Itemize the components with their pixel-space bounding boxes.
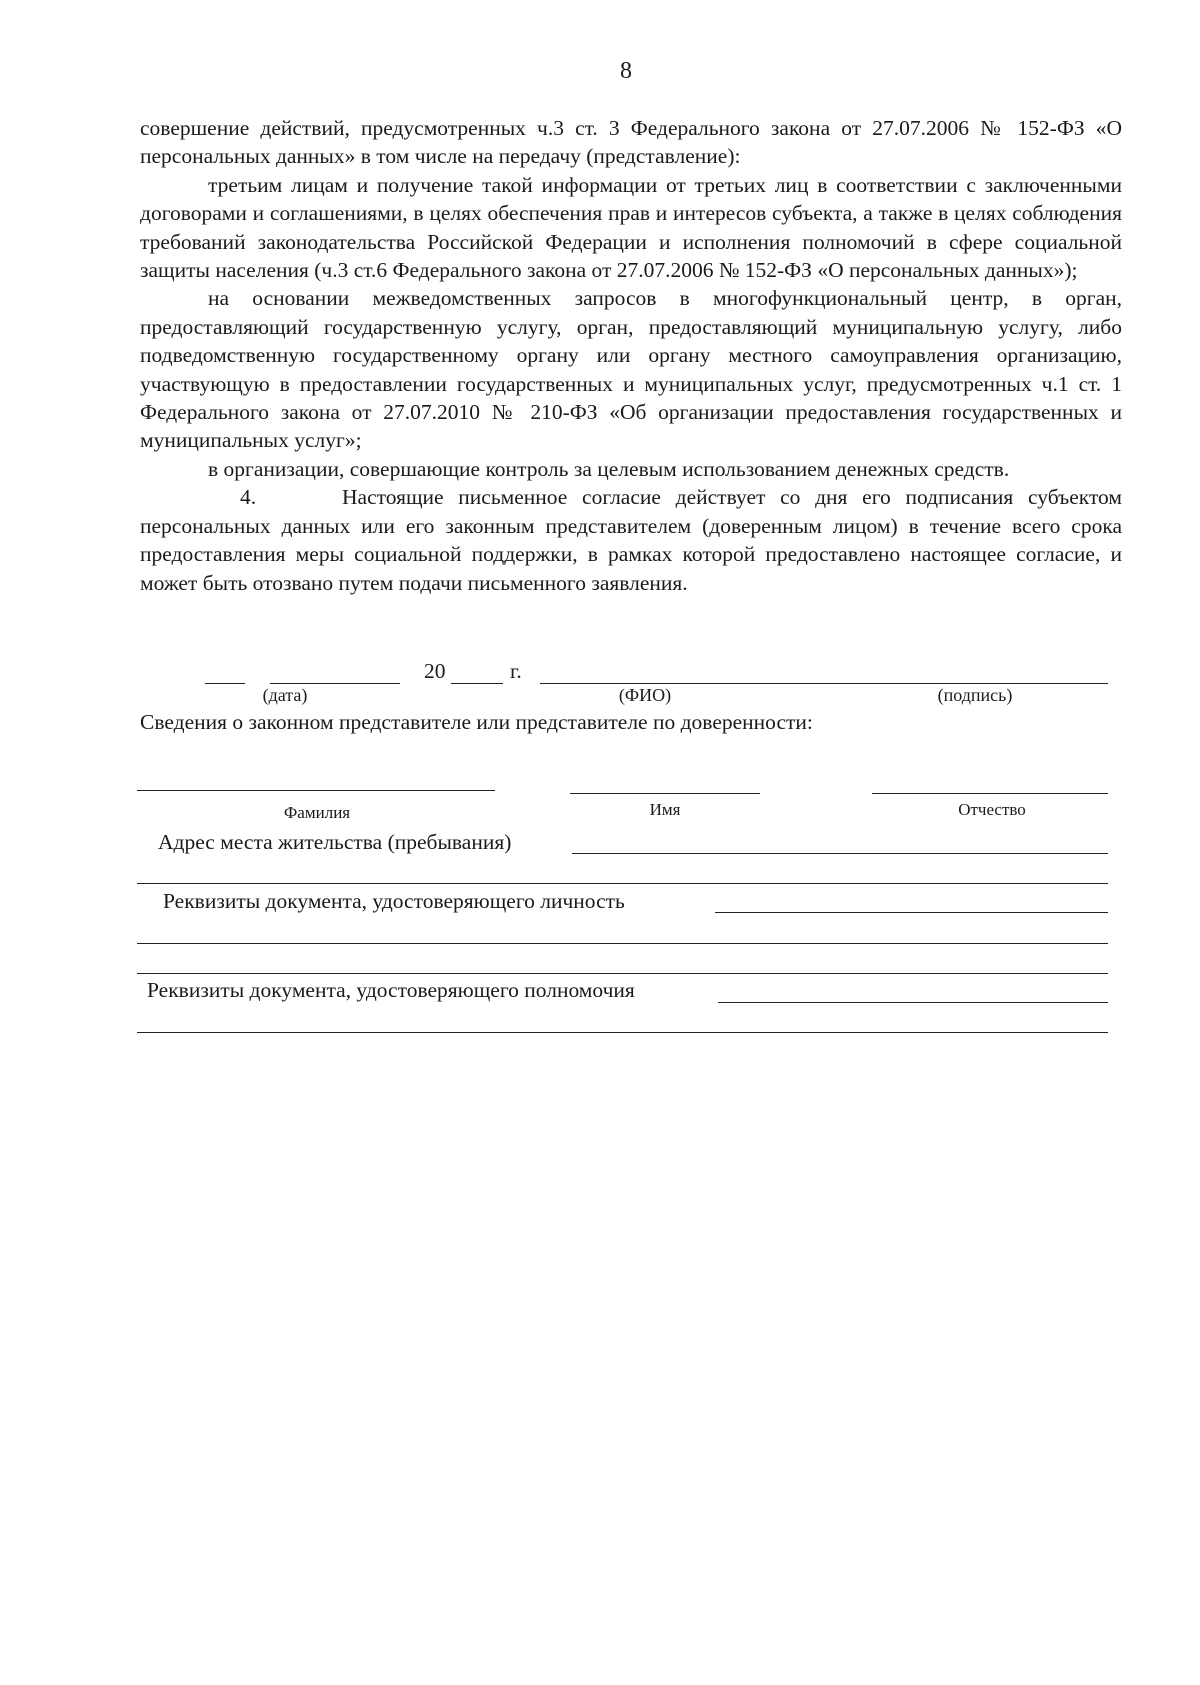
paragraph-organizations: в организации, совершающие контроль за целевым использованием денежных средств. <box>208 456 1010 481</box>
address-field[interactable] <box>572 853 1108 854</box>
year-blank[interactable] <box>451 683 503 684</box>
year-suffix: г. <box>510 659 522 683</box>
paragraph-actions: совершение действий, предусмотренных ч.3 ст. 3 Федерального закона от 27.07.2006 № 152-ФЗ «О персональных данных» в том числе на передачу (представление): <box>140 116 1122 169</box>
paragraph-item-4 <box>140 483 1122 597</box>
authority-document-field[interactable] <box>718 1002 1108 1003</box>
address-field-line-2[interactable] <box>137 883 1108 884</box>
month-blank[interactable] <box>270 683 400 684</box>
surname-field[interactable] <box>137 790 495 791</box>
page-number: 8 <box>620 58 632 84</box>
fio-caption: (ФИО) <box>618 685 672 705</box>
authority-document-field-line-2[interactable] <box>137 1032 1108 1033</box>
representative-heading: Сведения о законном представителе или представителе по доверенности: <box>140 710 813 734</box>
day-blank[interactable] <box>205 683 245 684</box>
item-4-text: Настоящие письменное согласие действует со дня его подписания субъектом персональных данных или его законным представителем (доверенным лицом) в течение всего срока предоставления меры социальной поддержки, в рамках которой предоставлено настоящее согласие, и может быть отозвано путем подачи письменного заявления. <box>140 485 1122 595</box>
authority-document-label: Реквизиты документа, удостоверяющего полномочия <box>147 978 635 1002</box>
consent-body <box>140 114 1122 597</box>
signature-caption: (подпись) <box>937 685 1013 705</box>
id-document-field-line-2[interactable] <box>137 943 1108 944</box>
date-caption: (дата) <box>262 685 308 705</box>
year-prefix: 20 <box>424 659 446 683</box>
surname-caption: Фамилия <box>283 803 351 822</box>
name-caption: Имя <box>649 800 681 819</box>
paragraph-interagency: на основании межведомственных запросов в многофункциональный центр, в орган, предоставляющий государственную услугу, орган, предоставляющий муниципальную услугу, либо подведомственную государственному органу или органу местного самоуправления организацию, участвующую в предоставлении государственных и муниципальных услуг, предусмотренных ч.1 ст. 1 Федерального закона от 27.07.2010 № 210-ФЗ «Об организации предоставления государственных и муниципальных услуг»; <box>140 286 1122 453</box>
id-document-field-line-3[interactable] <box>137 973 1108 974</box>
patronymic-field[interactable] <box>872 793 1108 794</box>
item-4-number: 4. <box>240 485 257 510</box>
fio-signature-blank[interactable] <box>540 683 1108 684</box>
id-document-label: Реквизиты документа, удостоверяющего личность <box>163 889 625 913</box>
name-field[interactable] <box>570 793 760 794</box>
paragraph-third-parties: третьим лицам и получение такой информации от третьих лиц в соответствии с заключенными договорами и соглашениями, в целях обеспечения прав и интересов субъекта, а также в целях соблюдения требований законодательства Российской Федерации и исполнения полномочий в сфере социальной защиты населения (ч.3 ст.6 Федерального закона от 27.07.2006 № 152-ФЗ «О персональных данных»); <box>140 172 1122 283</box>
address-label: Адрес места жительства (пребывания) <box>158 830 512 854</box>
patronymic-caption: Отчество <box>958 800 1026 819</box>
id-document-field[interactable] <box>715 912 1108 913</box>
